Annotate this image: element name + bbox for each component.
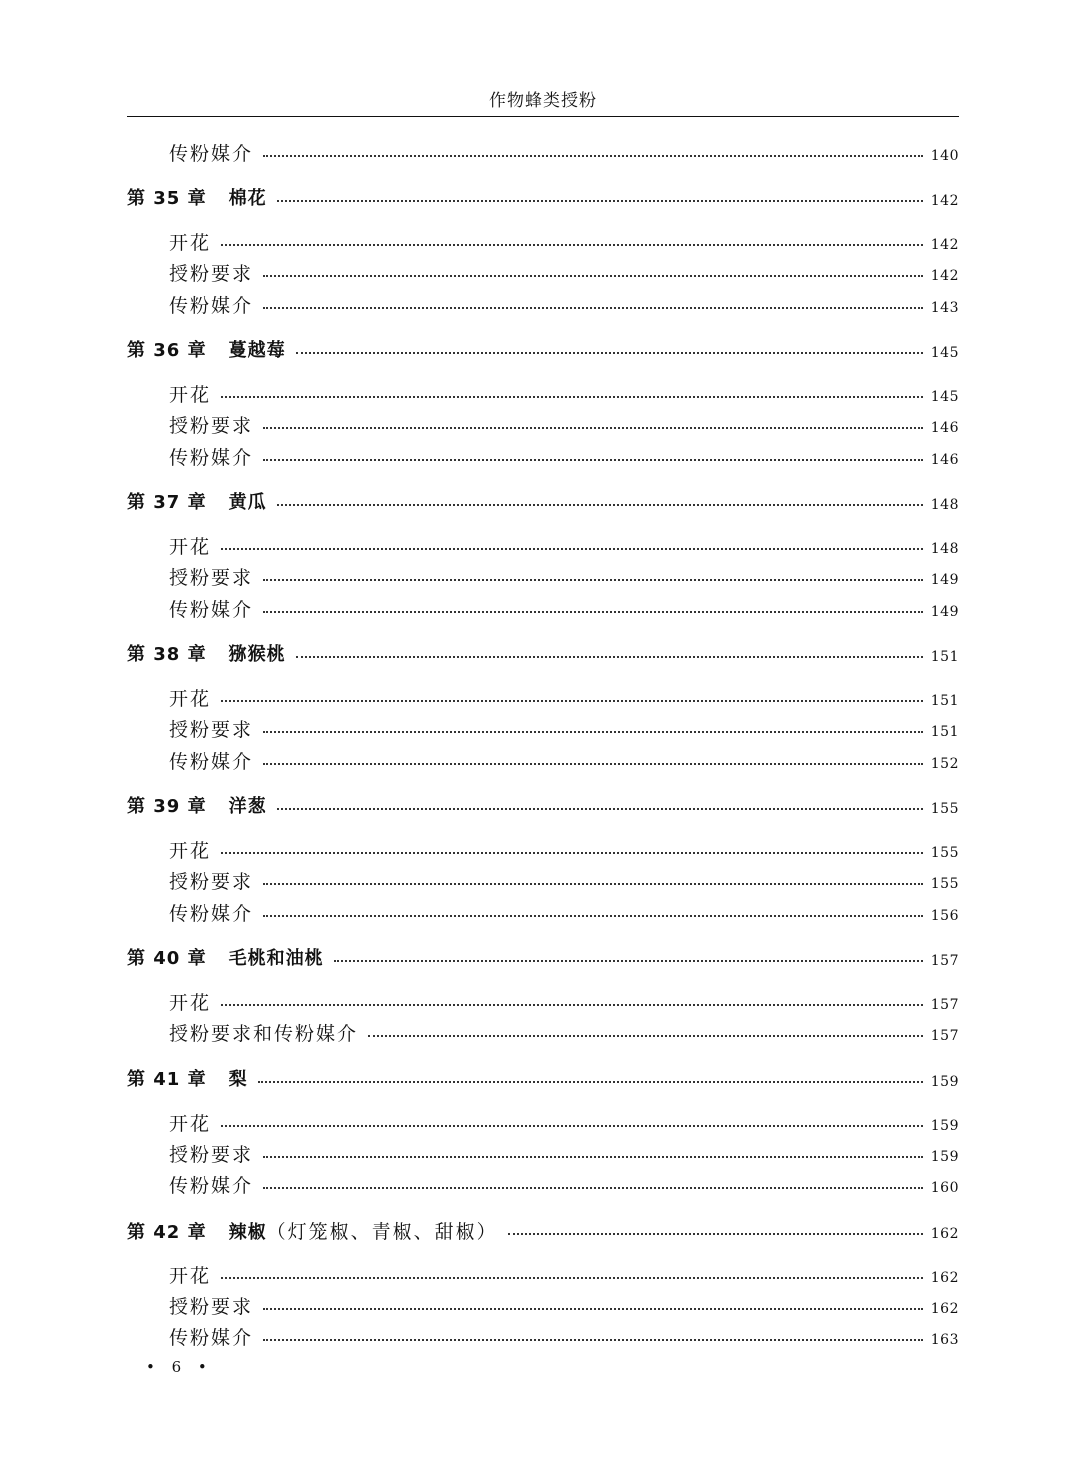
dot-leader [263, 459, 923, 461]
toc-chapter-entry [127, 791, 959, 819]
toc-chapter-label [127, 488, 267, 514]
toc-page-number: 155 [930, 801, 959, 817]
toc-section-entry [169, 866, 959, 894]
dot-leader [221, 548, 923, 550]
chapter-number: 第 40 章 [127, 948, 207, 969]
toc-section-label: 授粉要求 [169, 1295, 254, 1318]
toc-section-entry [169, 1260, 959, 1288]
toc-page-number: 162 [930, 1226, 959, 1242]
dot-leader [221, 1277, 923, 1279]
toc-section-label: 开花 [169, 839, 212, 862]
toc-page-number: 145 [930, 345, 959, 361]
toc-page-number: 146 [930, 452, 959, 468]
toc-section-entry [169, 258, 959, 286]
toc-section-label: 传粉媒介 [169, 598, 254, 621]
toc-section-label: 传粉媒介 [169, 1326, 254, 1349]
dot-leader [263, 883, 923, 885]
toc-page-number: 159 [930, 1149, 959, 1165]
chapter-number: 第 41 章 [127, 1069, 207, 1090]
toc-chapter-entry [127, 183, 959, 211]
toc-section-entry [169, 138, 959, 166]
dot-leader [221, 244, 923, 246]
toc-chapter-label [127, 184, 267, 210]
toc-chapter-label [127, 336, 286, 362]
toc-section-entry [169, 1170, 959, 1198]
toc-section-entry [169, 683, 959, 711]
toc-section-label: 传粉媒介 [169, 142, 254, 165]
toc-chapter-label [127, 944, 324, 970]
toc-section-label: 开花 [169, 687, 212, 710]
toc-section-label: 开花 [169, 535, 212, 558]
toc-section-label: 传粉媒介 [169, 902, 254, 925]
toc-section-entry [169, 442, 959, 470]
dot-leader [334, 960, 923, 962]
toc-chapter-label [127, 640, 286, 666]
toc-section-entry [169, 746, 959, 774]
dot-leader [277, 808, 923, 810]
chapter-number: 第 39 章 [127, 796, 207, 817]
toc-section-entry [169, 898, 959, 926]
chapter-number: 第 36 章 [127, 340, 207, 361]
chapter-title: 猕猴桃 [228, 644, 286, 665]
chapter-title: 毛桃和油桃 [228, 948, 324, 969]
page-folio: • 6 • [146, 1358, 213, 1376]
dot-leader [277, 504, 923, 506]
dot-leader [263, 915, 923, 917]
toc-section-entry [169, 1108, 959, 1136]
dot-leader [221, 1004, 923, 1006]
toc-section-label: 授粉要求和传粉媒介 [169, 1022, 359, 1045]
toc-section-label: 传粉媒介 [169, 750, 254, 773]
header-rule [127, 116, 959, 117]
toc-section-label: 开花 [169, 991, 212, 1014]
toc-page-number: 151 [930, 693, 959, 709]
dot-leader [368, 1035, 923, 1037]
dot-leader [221, 396, 923, 398]
chapter-title: 梨 [228, 1069, 248, 1090]
toc-section-label: 传粉媒介 [169, 446, 254, 469]
dot-leader [508, 1233, 923, 1235]
dot-leader [296, 352, 923, 354]
toc-section-label: 开花 [169, 383, 212, 406]
toc-chapter-entry [127, 639, 959, 667]
toc-page-number: 146 [930, 420, 959, 436]
toc-page-number: 143 [930, 300, 959, 316]
dot-leader [263, 611, 923, 613]
toc-page-number: 162 [930, 1270, 959, 1286]
chapter-title: 洋葱 [228, 796, 267, 817]
toc-section-label: 授粉要求 [169, 718, 254, 741]
toc-section-entry [169, 227, 959, 255]
toc-page-number: 142 [930, 268, 959, 284]
toc-chapter-entry [127, 1064, 959, 1092]
toc-section-entry [169, 1322, 959, 1350]
toc-section-label: 传粉媒介 [169, 294, 254, 317]
toc-page-number: 162 [930, 1301, 959, 1317]
toc-section-entry [169, 379, 959, 407]
toc-page-number: 156 [930, 908, 959, 924]
toc-page-number: 163 [930, 1332, 959, 1348]
toc-section-label: 授粉要求 [169, 566, 254, 589]
toc-chapter-entry [127, 943, 959, 971]
toc-chapter-label [127, 1217, 498, 1244]
toc-page-number: 159 [930, 1074, 959, 1090]
toc-section-entry [169, 594, 959, 622]
running-head: 作物蜂类授粉 [489, 91, 597, 111]
toc-section-entry [169, 1291, 959, 1319]
toc-chapter-label [127, 1065, 248, 1091]
dot-leader [263, 1187, 923, 1189]
toc-chapter-entry [127, 335, 959, 363]
toc-section-entry [169, 835, 959, 863]
dot-leader [296, 656, 923, 658]
toc-section-label: 开花 [169, 1264, 212, 1287]
toc-page-number: 148 [930, 497, 959, 513]
dot-leader [263, 1339, 923, 1341]
chapter-number: 第 38 章 [127, 644, 207, 665]
toc-page-number: 151 [930, 649, 959, 665]
toc-page-number: 142 [930, 237, 959, 253]
toc-page-number: 157 [930, 1028, 959, 1044]
dot-leader [263, 307, 923, 309]
dot-leader [263, 155, 923, 157]
toc-chapter-entry [127, 1216, 959, 1244]
dot-leader [221, 1125, 923, 1127]
chapter-title: 黄瓜 [228, 492, 267, 513]
dot-leader [263, 427, 923, 429]
toc-page-number: 155 [930, 845, 959, 861]
toc-section-label: 授粉要求 [169, 1143, 254, 1166]
toc-section-entry [169, 290, 959, 318]
toc-section-entry [169, 531, 959, 559]
chapter-title: 辣椒 [228, 1221, 267, 1243]
chapter-number: 第 37 章 [127, 492, 207, 513]
toc-page-number: 157 [930, 953, 959, 969]
dot-leader [263, 731, 923, 733]
toc-section-label: 开花 [169, 231, 212, 254]
toc-page-number: 159 [930, 1118, 959, 1134]
toc-section-label: 传粉媒介 [169, 1174, 254, 1197]
dot-leader [221, 852, 923, 854]
dot-leader [263, 1308, 923, 1310]
toc-section-entry [169, 1139, 959, 1167]
dot-leader [277, 200, 923, 202]
toc-page-number: 145 [930, 389, 959, 405]
toc-section-entry [169, 410, 959, 438]
toc-page-number: 142 [930, 193, 959, 209]
dot-leader [263, 763, 923, 765]
dot-leader [263, 579, 923, 581]
toc-section-entry [169, 562, 959, 590]
chapter-number: 第 42 章 [127, 1221, 207, 1243]
dot-leader [258, 1081, 923, 1083]
toc-page-number: 160 [930, 1180, 959, 1196]
toc-page-number: 157 [930, 997, 959, 1013]
dot-leader [221, 700, 923, 702]
toc-section-entry [169, 1018, 959, 1046]
toc-section-label: 授粉要求 [169, 262, 254, 285]
chapter-title: 棉花 [228, 188, 267, 209]
toc-section-entry [169, 987, 959, 1015]
toc-chapter-entry [127, 487, 959, 515]
toc-section-label: 开花 [169, 1112, 212, 1135]
toc-page-number: 151 [930, 724, 959, 740]
toc-page-number: 140 [930, 148, 959, 164]
toc-section-label: 授粉要求 [169, 414, 254, 437]
dot-leader [263, 1156, 923, 1158]
toc-section-entry [169, 714, 959, 742]
toc-section-label: 授粉要求 [169, 870, 254, 893]
toc-page-number: 149 [930, 604, 959, 620]
toc-page-number: 148 [930, 541, 959, 557]
toc-page-number: 152 [930, 756, 959, 772]
toc-page-number: 149 [930, 572, 959, 588]
toc-page-number: 155 [930, 876, 959, 892]
dot-leader [263, 275, 923, 277]
chapter-title: 蔓越莓 [228, 340, 286, 361]
chapter-number: 第 35 章 [127, 188, 207, 209]
toc-chapter-label [127, 792, 267, 818]
chapter-title-note: （灯笼椒、青椒、甜椒） [266, 1220, 498, 1243]
